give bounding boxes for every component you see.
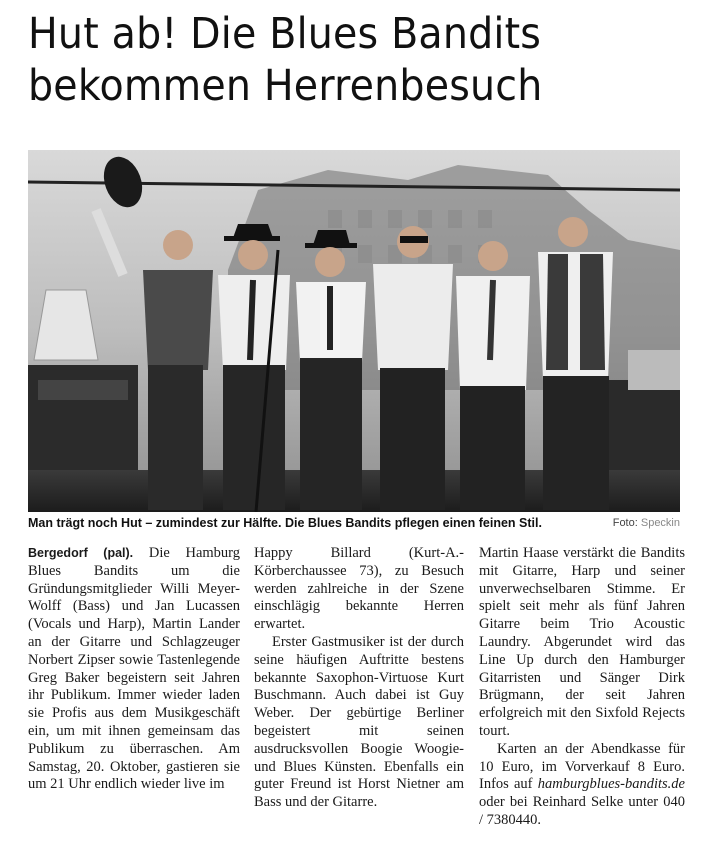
photo-credit-name: Speckin (640, 517, 680, 529)
article-text: Karten an der Abendkasse für 10 Euro, im Vorverkauf 8 Euro. Infos auf (479, 740, 685, 793)
photo-credit-label: Foto: (612, 517, 638, 529)
musician-6 (538, 217, 613, 510)
article-column-2 (254, 545, 464, 812)
article-paragraph (28, 545, 240, 794)
musician-5 (456, 241, 530, 510)
dateline: Bergedorf (pal). (28, 546, 134, 560)
caption-text: Man trägt noch Hut – zumindest zur Hälfte. Die Blues Bandits pflegen einen feinen Stil. (28, 516, 542, 530)
article-paragraph: Erster Gastmusiker ist der durch seine häufigen Auftritte bestens bekannte Saxophon-Virtuose Kurt Buschmann. Auch dabei ist Guy Weber. Der gebürtige Berliner begeistert mit seinen ausdrucksvollen Boogie Woogie- und Blues Künsten. Ebenfalls ein guter Freund ist Horst Nietner am Bass und der Gitarre. (254, 633, 464, 811)
article-paragraph (479, 741, 685, 830)
article-paragraph: Martin Haase verstärkt die Bandits mit Gitarre, Harp und seiner unverwechselbaren Stimme. Er spielt seit mehr als fünf Jahren Gitarre beim Trio Acoustic Laundry. Abgerundet wird das Line Up durch den Hamburger Gitarristen und Sänger Dirk Brügmann, der seit Jahren erfolgreich mit den Sixfold Rejects tourt. (479, 545, 685, 739)
photo-credit (613, 513, 680, 533)
article-paragraph: Happy Billard (Kurt-A.-Körberchaussee 73), zu Besuch werden zahlreiche in der Szene einschlägig bekannte Herren erwartet. (254, 545, 464, 633)
band-photo (28, 150, 680, 512)
article-column-1 (28, 545, 240, 794)
band-photo-image (28, 150, 680, 512)
article-text: Die Hamburg Blues Bandits um die Gründungsmitglieder Willi Meyer-Wolff (Bass) und Jan Lucassen (Vocals und Harp), Martin Lander an der Gitarre und Schlagzeuger Norbert Zipser sowie Tastenlegende Greg Baker begeistern seit Jahren ihr Publikum. Immer wieder laden sie Profis aus dem Musikgeschäft ein, um mit ihnen gemeinsam das Publikum zu überraschen. Am Samstag, 20. Oktober, gastieren sie um 21 Uhr endlich wieder live im (28, 545, 240, 793)
photo-caption (28, 513, 680, 533)
musician-4 (373, 226, 453, 510)
article-text: oder bei Reinhard Selke unter 040 / 7380440. (479, 794, 685, 828)
headline (28, 8, 635, 112)
headline-line-1: Hut ab! Die Blues Bandits (28, 9, 542, 59)
headline-line-2: bekommen Herrenbesuch (28, 61, 543, 111)
website-link: hamburgblues-bandits.de (537, 776, 685, 793)
article-column-3 (479, 545, 685, 830)
